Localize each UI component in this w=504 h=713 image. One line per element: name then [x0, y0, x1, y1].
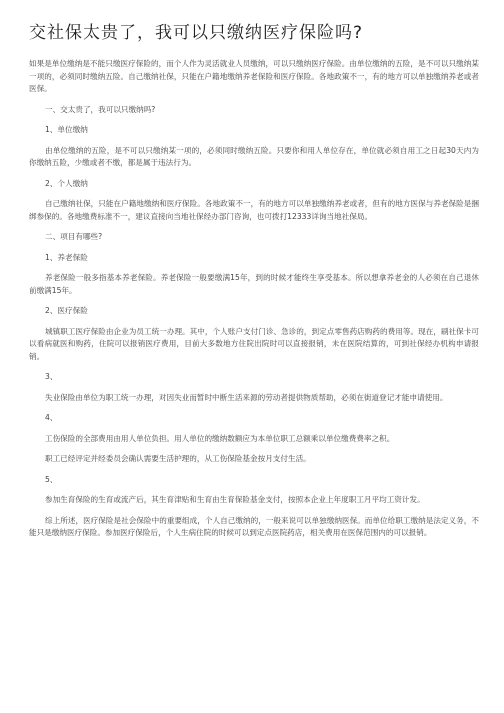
section-heading: 4、 — [45, 413, 58, 422]
section-heading: 2、个人缴纳 — [45, 178, 88, 188]
paragraph: 失业保险由单位为职工统一办理，对因失业而暂时中断生活来源的劳动者提供物质帮助，必须在街道登记才能申请使用。 — [45, 392, 448, 402]
paragraph: 参加生育保险的生育或流产后，其生育津贴和生育由生育保险基金支付，按照本企业上年度职工月平均工资计发。 — [45, 495, 425, 504]
section-heading: 3、 — [45, 372, 58, 381]
section-heading: 一、交太贵了，我可以只缴纳吗? — [45, 104, 156, 114]
paragraph: 自己缴纳社保，只能在户籍地缴纳和医疗保险。各地政策不一，有的地方可以单独缴纳养老或者，但有的地方医保与养老保险是捆绑参保的。各地缴费标准不一，建议直接向当地社保经办部门咨询，也可拨打12333详询当地社保局。 — [29, 199, 479, 221]
section-heading: 二、项目有哪些? — [45, 232, 103, 241]
paragraph: 综上所述，医疗保险是社会保险中的重要组成，个人自己缴纳的，一般来说可以单独缴纳医保。而单位给职工缴纳是法定义务，不能只是缴纳医疗保险。参加医疗保险后，个人生病住院的时候可以到定点医院药店，相关费用在医保范围内的可以报销。 — [29, 515, 479, 537]
section-heading: 1、单位缴纳 — [45, 125, 88, 134]
paragraph: 工伤保险的全部费用由用人单位负担。用人单位的缴纳数额应为本单位职工总额乘以单位缴费费率之积。 — [45, 433, 395, 443]
paragraph: 如果是单位缴纳是不能只缴医疗保险的，而个人作为灵活就业人员缴纳，可以只缴纳医疗保险。由单位缴纳的五险，是不可以只缴纳某一项的，必须同时缴纳五险。自己缴纳社保，只能在户籍地缴纳养老保险和医疗保险。各地政策不一，有的地方可以单独缴纳养老或者医保。 — [29, 59, 479, 93]
paragraph: 养老保险一般多指基本养老保险。养老保险一般要缴满15年，到的时候才能终生享受基本。所以想拿养老金的人必须在自己退休前缴满15年。 — [29, 273, 479, 295]
section-heading: 2、医疗保险 — [45, 306, 88, 315]
section-heading: 5、 — [45, 474, 58, 484]
page-title: 交社保太贵了，我可以只缴纳医疗保险吗? — [29, 23, 364, 43]
paragraph: 由单位缴纳的五险，是不可以只缴纳某一项的，必须同时缴纳五险。只要你和用人单位存在，单位就必须自用工之日起30天内为你缴纳五险，少缴或者不缴，都是属于违法行为。 — [29, 145, 479, 167]
section-heading: 1、养老保险 — [45, 252, 88, 262]
paragraph: 城镇职工医疗保险由企业为员工统一办理。其中，个人账户支付门诊、急诊的，到定点零售药店购药的费用等。现在，刷社保卡可以看病就医和购药，住院可以报销医疗费用，目前大多数地方住院出院时可以直接报销，未在医院结算的，可到社保经办机构申请报销。 — [29, 326, 479, 361]
paragraph: 职工已经评定并经委员会确认需要生活护理的，从工伤保险基金按月支付生活。 — [45, 454, 311, 463]
article-body — [29, 58, 479, 540]
